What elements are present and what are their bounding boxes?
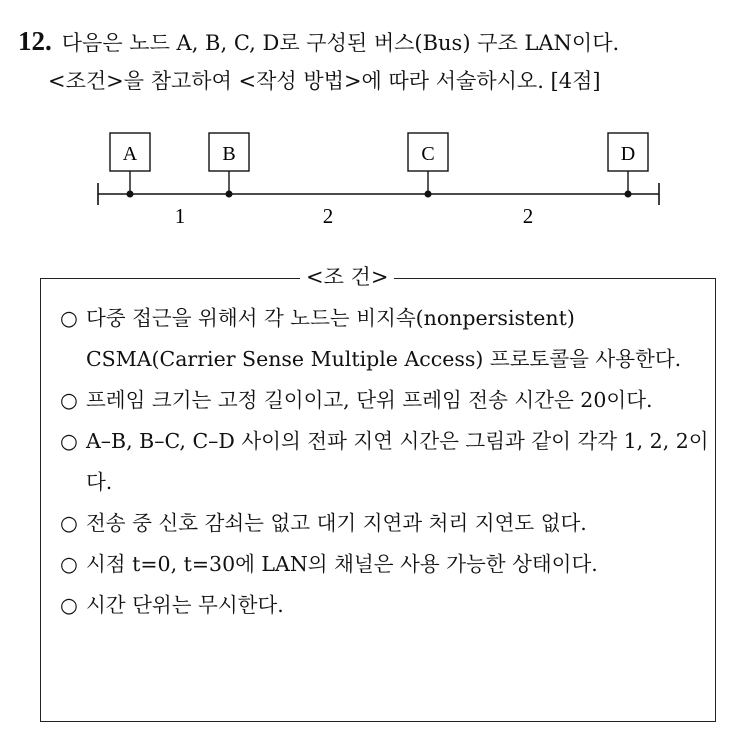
condition-item <box>60 503 710 544</box>
node-d <box>608 133 648 198</box>
question-number: 12. <box>18 26 52 56</box>
node-b <box>209 133 249 198</box>
delay-c-d: 2 <box>522 204 534 228</box>
node-c <box>408 133 448 198</box>
bullet-icon: ○ <box>60 593 78 617</box>
bullet-icon: ○ <box>60 511 78 535</box>
bullet-icon: ○ <box>60 552 78 576</box>
condition-item <box>60 585 710 626</box>
condition-item <box>60 298 710 380</box>
condition-text: 전송 중 신호 감쇠는 없고 대기 지연과 처리 지연도 없다. <box>86 511 587 535</box>
conditions-list <box>60 298 710 626</box>
bus-diagram <box>0 0 733 260</box>
question-text-2: <조건>을 참고하여 <작성 방법>에 따라 서술하시오. [4점] <box>48 69 601 93</box>
node-a-label: A <box>122 143 138 165</box>
conditions-title: <조 건> <box>300 264 394 290</box>
condition-text: 시점 t=0, t=30에 LAN의 채널은 사용 가능한 상태이다. <box>86 552 598 576</box>
condition-text: 시간 단위는 무시한다. <box>86 593 284 617</box>
node-c-label: C <box>421 143 435 165</box>
condition-item <box>60 544 710 585</box>
delay-a-b: 1 <box>174 204 186 228</box>
delay-b-c: 2 <box>322 204 334 228</box>
condition-item <box>60 421 710 503</box>
node-d-label: D <box>620 143 636 165</box>
bullet-icon: ○ <box>60 429 78 453</box>
question-text-1: 다음은 노드 A, B, C, D로 구성된 버스(Bus) 구조 LAN이다. <box>61 31 620 55</box>
condition-text: A–B, B–C, C–D 사이의 전파 지연 시간은 그림과 같이 각각 1, 2, 2이다. <box>86 429 709 494</box>
bullet-icon: ○ <box>60 388 78 412</box>
condition-text: 다중 접근을 위해서 각 노드는 비지속(nonpersistent) CSMA(Carrier Sense Multiple Access) 프로토콜을 사용한다. <box>86 306 682 371</box>
bullet-icon: ○ <box>60 306 78 330</box>
node-b-label: B <box>222 143 236 165</box>
condition-text: 프레임 크기는 고정 길이이고, 단위 프레임 전송 시간은 20이다. <box>86 388 653 412</box>
node-a <box>110 133 150 198</box>
condition-item <box>60 380 710 421</box>
